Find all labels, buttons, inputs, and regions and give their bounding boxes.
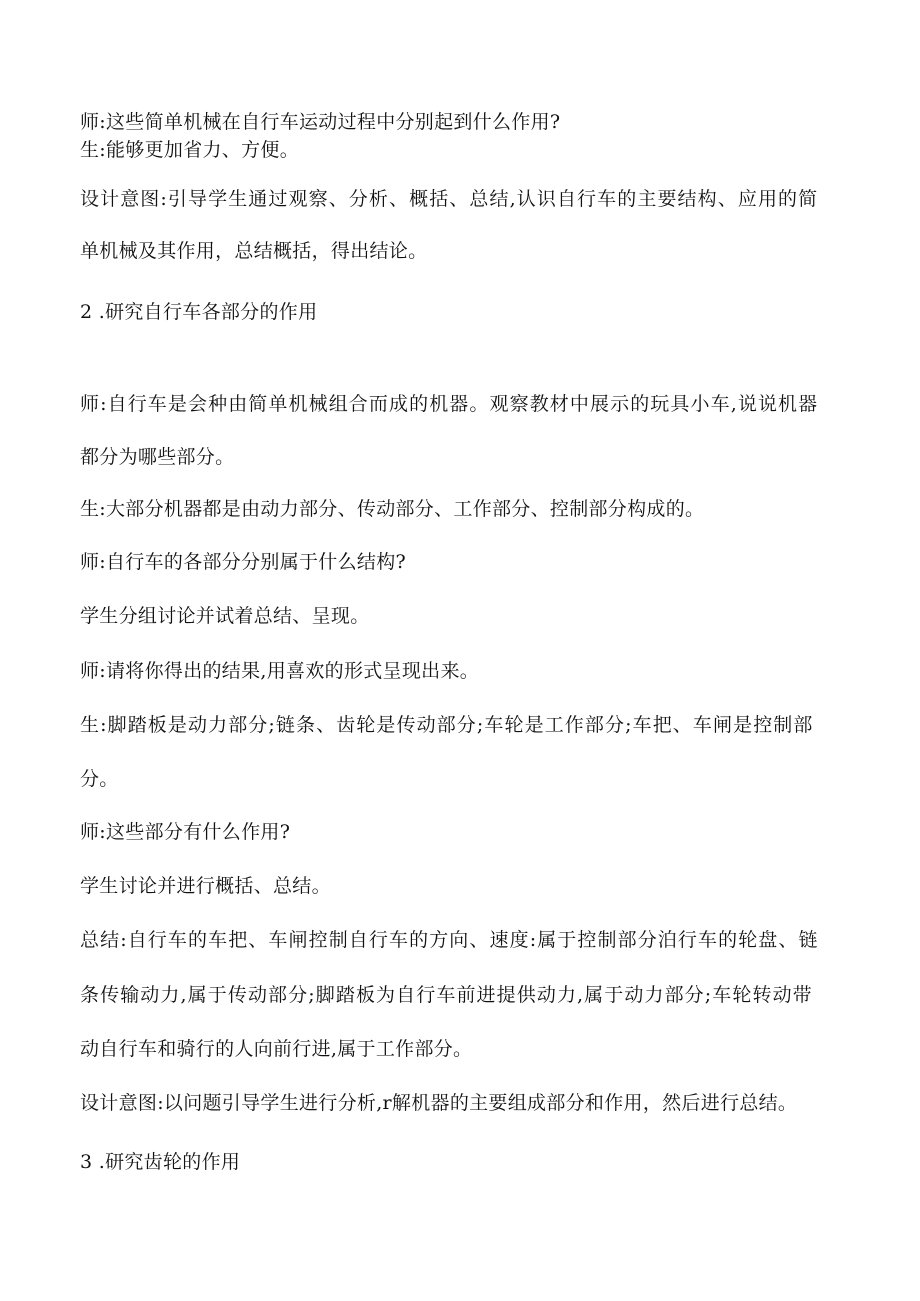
dialogue-student-answer-2: 生:大部分机器都是由动力部分、传动部分、工作部分、控制部分构成的。	[80, 498, 705, 520]
dialogue-teacher-2-line-1: 师:自行车是会种由简单机械组合而成的机器。观察教材中展示的玩具小车,说说机器	[80, 393, 819, 415]
design-intent-1-line-1: 设计意图:引导学生通过观察、分析、概括、总结,认识自行车的主要结构、应用的简	[80, 188, 819, 210]
student-discussion-summary: 学生讨论并进行概括、总结。	[80, 875, 331, 897]
dialogue-teacher-2-line-2: 都分为哪些部分。	[80, 446, 235, 468]
design-intent-1-line-2: 单机械及其作用，总结概括，得出结论。	[80, 240, 428, 262]
summary-line-1: 总结:自行车的车把、车闸控制自行车的方向、速度:属于控制部分泊行车的轮盘、链	[80, 929, 819, 951]
dialogue-teacher-question-3: 师:自行车的各部分分别属于什么结构?	[80, 551, 406, 573]
student-group-discussion: 学生分组讨论并试着总结、呈现。	[80, 605, 370, 627]
section-heading-3: 3 .研究齿轮的作用	[80, 1151, 241, 1173]
dialogue-student-answer-3-line-2: 分。	[80, 768, 119, 790]
summary-line-2: 条传输动力,属于传动部分;脚踏板为自行车前进提供动力,属于动力部分;车轮转动带	[80, 984, 813, 1006]
summary-line-3: 动自行车和骑行的人向前行进,属于工作部分。	[80, 1038, 473, 1060]
dialogue-student-answer-3-line-1: 生:脚踏板是动力部分;链条、齿轮是传动部分;车轮是工作部分;车把、车闸是控制部	[80, 714, 814, 736]
dialogue-teacher-request: 师:请将你得出的结果,用喜欢的形式呈现出来。	[80, 660, 480, 682]
dialogue-student-answer-1: 生:能够更加省力、方便。	[80, 139, 300, 161]
section-heading-2: 2 .研究自行车各部分的作用	[80, 301, 318, 323]
dialogue-teacher-question-1: 师:这些简单机械在自行车运动过程中分别起到什么作用?	[80, 111, 561, 133]
design-intent-2: 设计意图:以问题引导学生进行分析,r解机器的主要组成部分和作用，然后进行总结。	[80, 1092, 798, 1114]
dialogue-teacher-question-4: 师:这些部分有什么作用?	[80, 821, 291, 843]
